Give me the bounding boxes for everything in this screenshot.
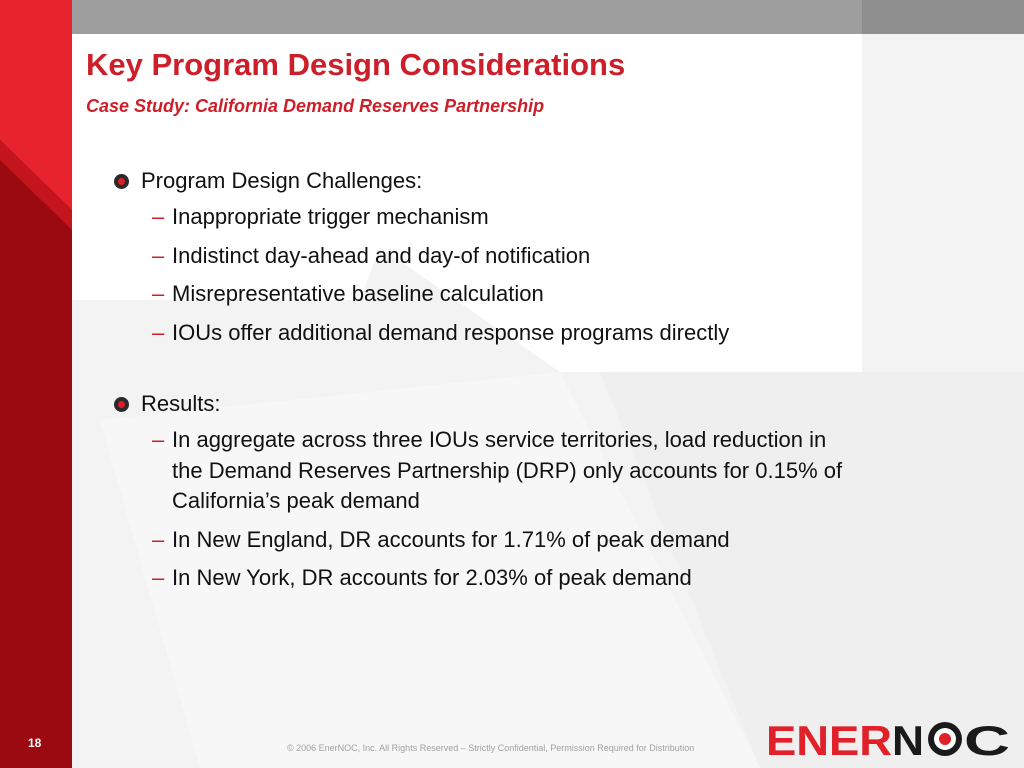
- logo-o-target-icon: [928, 722, 962, 756]
- list-item: – Inappropriate trigger mechanism: [152, 202, 854, 233]
- list-item: – In New York, DR accounts for 2.03% of peak demand: [152, 563, 854, 594]
- logo-n-text: N: [892, 718, 924, 758]
- section-heading-text: Program Design Challenges:: [141, 168, 423, 193]
- list-item: – In aggregate across three IOUs service territories, load reduction in the Demand Reserves Partnership (DRP) only accounts for 0.15% of California’s peak demand: [152, 425, 854, 517]
- footer-copyright: © 2006 EnerNOC, Inc. All Rights Reserved – Strictly Confidential, Permission Required for Distribution: [287, 743, 695, 753]
- dash-icon: –: [152, 319, 165, 345]
- list-item: – In New England, DR accounts for 1.71% of peak demand: [152, 525, 854, 556]
- sub-bullet-list: [114, 202, 854, 348]
- section-results: [114, 387, 854, 602]
- sub-bullet-list: [114, 425, 854, 594]
- dash-icon: –: [152, 242, 165, 268]
- list-item: – IOUs offer additional demand response programs directly: [152, 318, 854, 349]
- logo-ener-text: ENER: [766, 718, 892, 758]
- round-bullet-icon: [114, 174, 129, 189]
- slide-subtitle: Case Study: California Demand Reserves Partnership: [86, 96, 545, 116]
- dash-icon: –: [152, 427, 165, 452]
- dash-icon: –: [152, 526, 165, 552]
- section-challenges: [114, 164, 854, 356]
- slide-title: Key Program Design Considerations: [86, 47, 626, 82]
- page-number: 18: [28, 736, 42, 750]
- list-item: – Indistinct day-ahead and day-of notification: [152, 241, 854, 272]
- bullet-heading: [114, 387, 854, 421]
- dash-icon: –: [152, 204, 165, 229]
- dash-icon: –: [152, 565, 165, 590]
- round-bullet-icon: [114, 397, 129, 412]
- list-item: – Misrepresentative baseline calculation: [152, 279, 854, 310]
- section-heading-text: Results:: [141, 391, 221, 416]
- enernoc-logo: [766, 718, 1012, 758]
- bullet-heading: [114, 164, 854, 198]
- dash-icon: –: [152, 281, 165, 306]
- logo-c-text: C: [964, 718, 1010, 758]
